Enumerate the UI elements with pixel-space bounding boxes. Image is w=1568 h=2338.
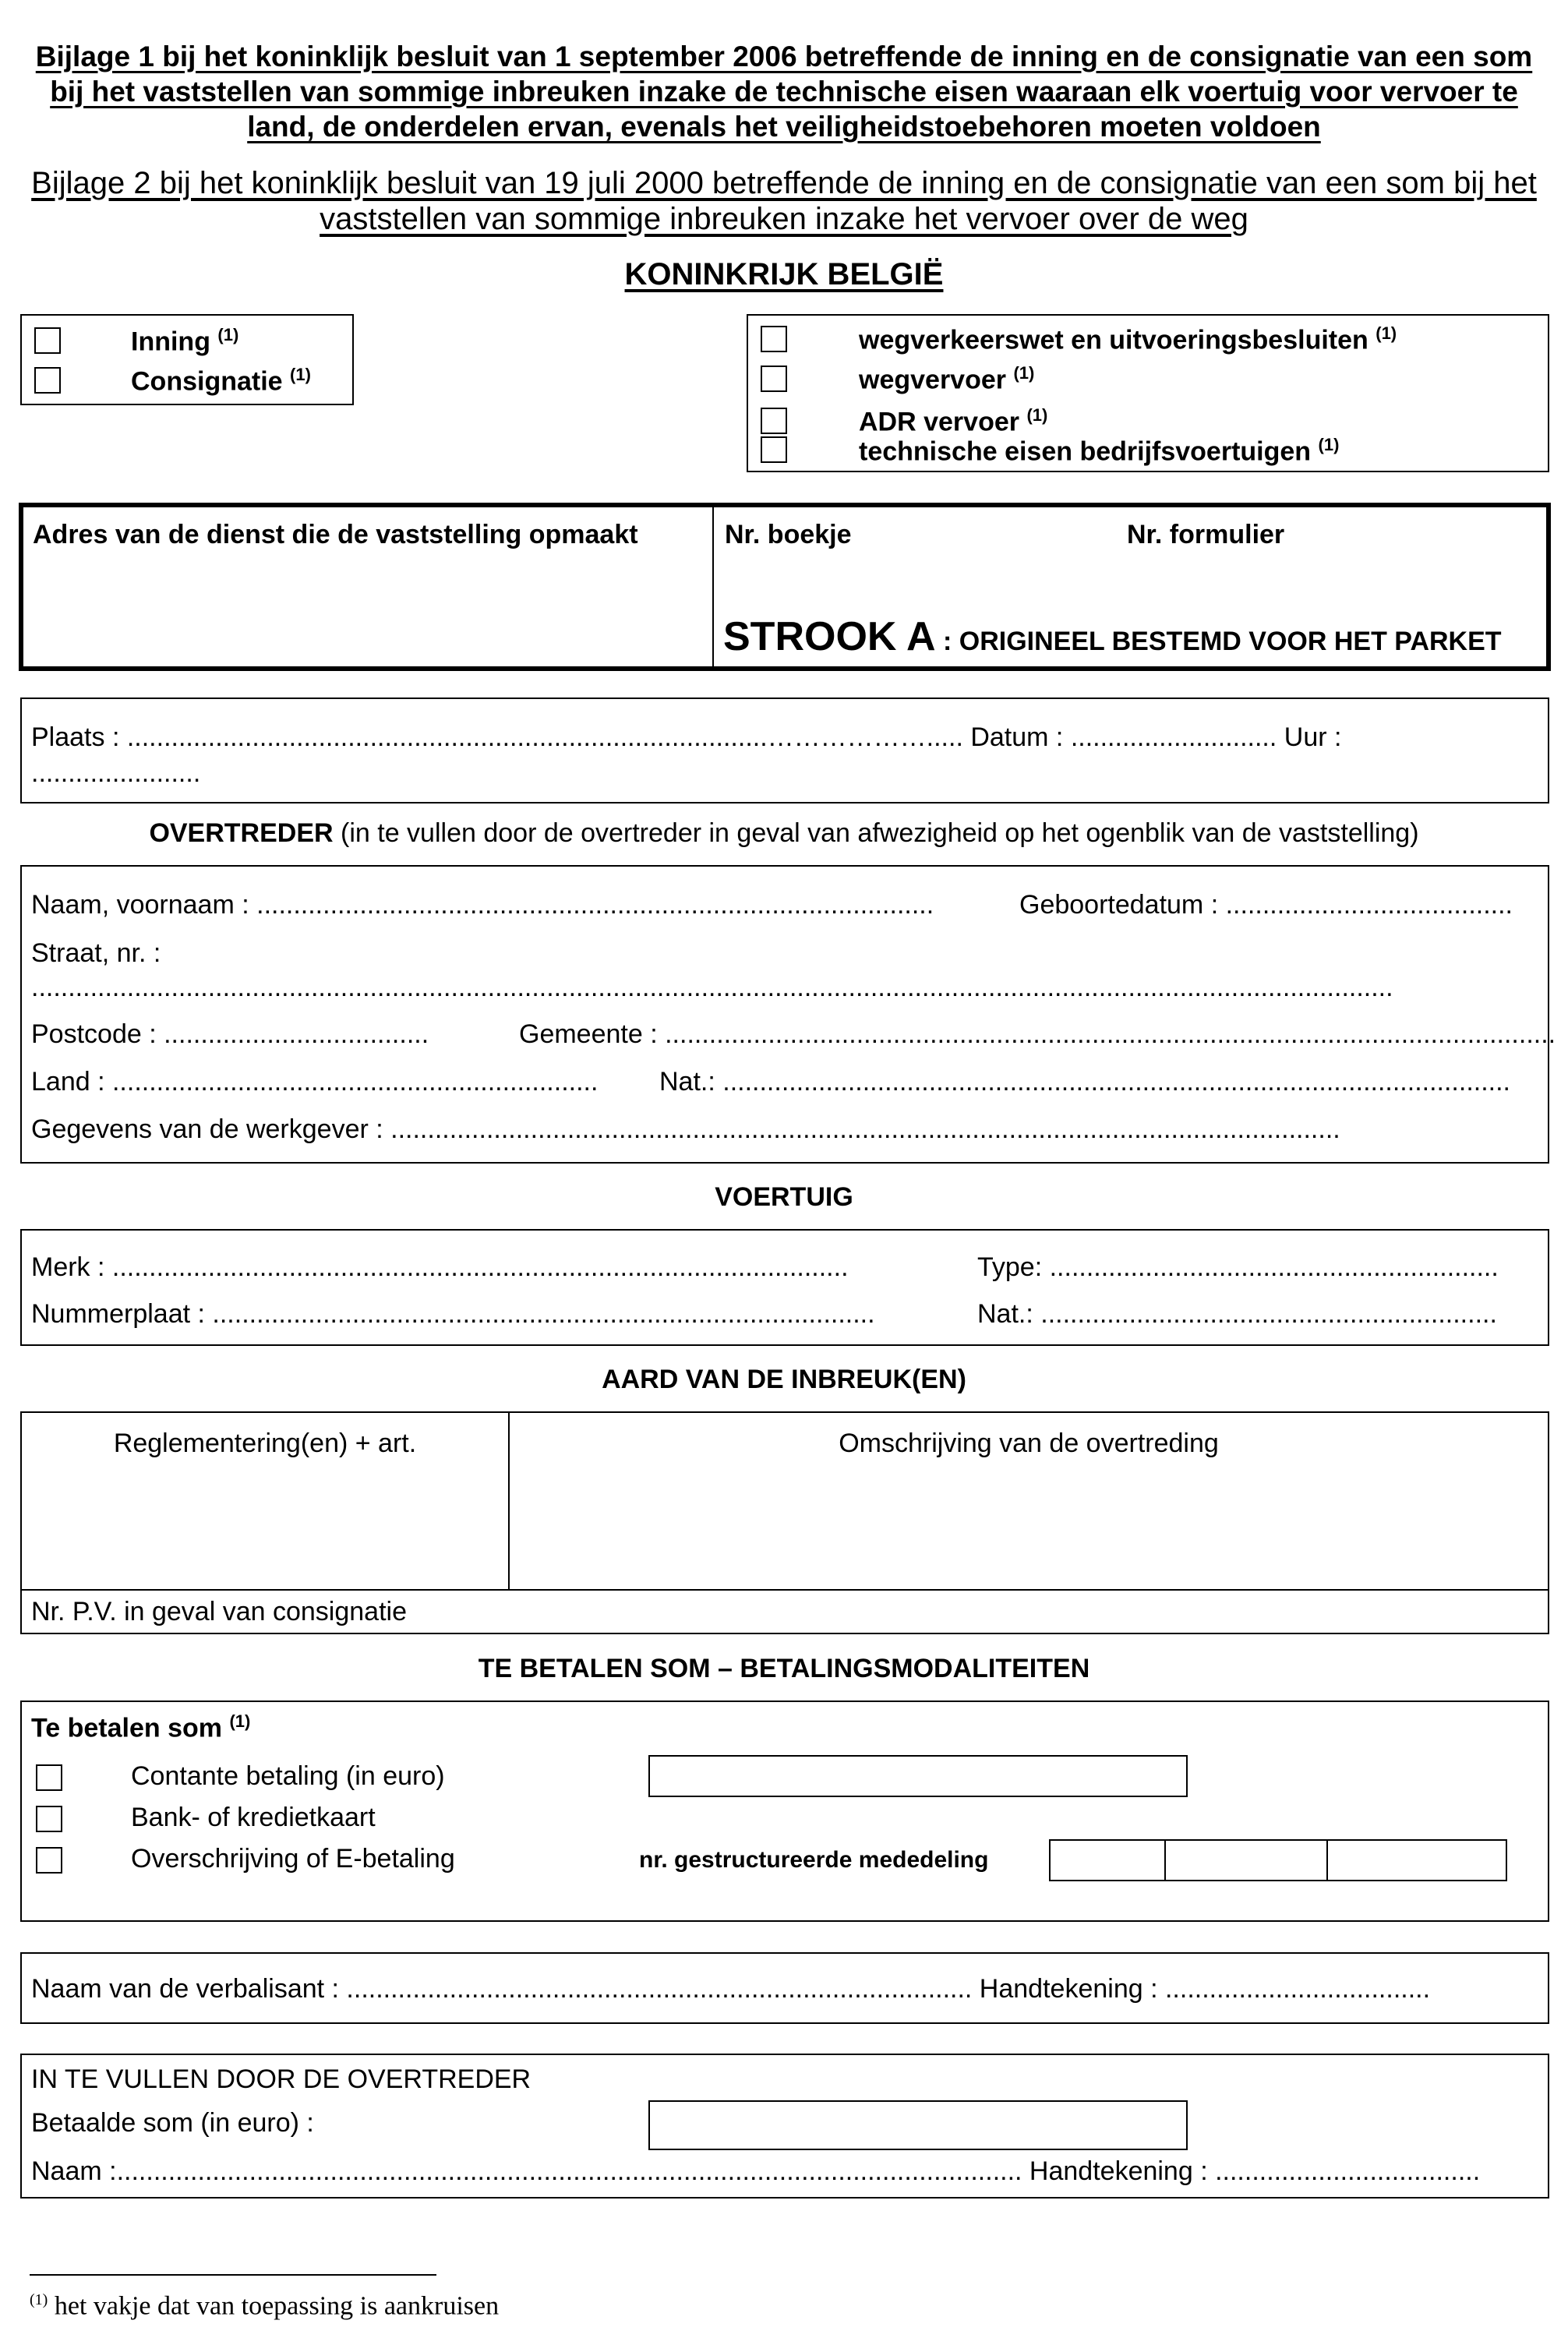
inning-label: Inning $^{(1)}$ — [131, 325, 239, 357]
collection-type-box — [20, 314, 354, 405]
address-label: Adres van de dienst die de vaststelling opmaakt — [33, 520, 638, 549]
footnote — [30, 2291, 499, 2321]
footnote-rule — [30, 2274, 436, 2276]
place-date-box — [20, 698, 1549, 803]
vehicle-brand-field[interactable]: Merk : .................................................................................................... — [31, 1252, 849, 1282]
adr-label: ADR vervoer $^{(1)}$ — [859, 405, 1048, 437]
offender-municipality-field[interactable]: Gemeente : ......................................................................................................................... — [519, 1019, 1556, 1049]
wegvervoer-checkbox[interactable] — [761, 366, 787, 392]
regulation-column-header: Reglementering(en) + art. — [113, 1429, 417, 1458]
officer-box — [20, 1952, 1549, 2024]
description-column-header: Omschrijving van de overtreding — [839, 1429, 1219, 1458]
consignatie-label: Consignatie $^{(1)}$ — [131, 365, 311, 397]
vehicle-box — [20, 1229, 1549, 1346]
structured-message-part-2[interactable] — [1164, 1839, 1328, 1881]
cash-payment-label: Contante betaling (in euro) — [131, 1761, 445, 1791]
adr-checkbox[interactable] — [761, 408, 787, 434]
consignatie-checkbox[interactable] — [34, 367, 61, 394]
formulier-label: Nr. formulier — [1127, 520, 1285, 549]
offender-street-label: Straat, nr. : — [31, 938, 161, 968]
legislation-box — [747, 314, 1549, 472]
pv-number-field[interactable]: Nr. P.V. in geval van consignatie — [31, 1597, 407, 1626]
officer-name-signature-line[interactable]: Naam van de verbalisant : ..................................................................................... Handtekening : .................................... — [31, 1974, 1431, 2004]
infringement-section-title: AARD VAN DE INBREUK(EN) — [602, 1365, 966, 1394]
infringement-box — [20, 1411, 1549, 1634]
vehicle-nationality-field[interactable]: Nat.: .............................................................. — [977, 1299, 1497, 1329]
offender-street-field[interactable]: ......................................................................................................................................................................................... — [31, 973, 1393, 1002]
offender-name-signature-line[interactable]: Naam :........................................................................................................................... Handtekening : .................................... — [31, 2156, 1481, 2186]
payment-box — [20, 1701, 1549, 1922]
offender-fill-title: IN TE VULLEN DOOR DE OVERTREDER — [31, 2064, 531, 2094]
boekje-label: Nr. boekje — [725, 520, 852, 549]
offender-name-field[interactable]: Naam, voornaam : ............................................................................................ — [31, 890, 934, 920]
structured-message-part-3[interactable] — [1326, 1839, 1507, 1881]
footnote-text: het vakje dat van toepassing is aankruisen — [54, 2291, 500, 2321]
footnote-mark: (1) — [30, 2291, 48, 2308]
place-date-time-line[interactable]: Plaats : .......................................................................................………………..... Datum : ............................ Uur : — [31, 722, 1342, 752]
cash-amount-input[interactable] — [648, 1755, 1188, 1797]
bijlage-1-heading: Bijlage 1 bij het koninklijk besluit van 1 september 2006 betreffende de inning en de consignatie van een som bij het vaststellen van sommige inbreuken inzake de technische eisen waaraan elk voertuig voor vervoer te land, de onderdelen ervan, evenals het veiligheidstoebehoren moeten voldoen — [35, 41, 1533, 143]
vehicle-section-title: VOERTUIG — [715, 1182, 853, 1212]
technische-eisen-label: technische eisen bedrijfsvoertuigen $^{(1)}$ — [859, 435, 1340, 467]
offender-box — [20, 865, 1556, 1164]
structured-message-label: nr. gestructureerde mededeling — [639, 1847, 989, 1873]
offender-country-field[interactable]: Land : .................................................................. — [31, 1067, 599, 1097]
card-payment-label: Bank- of kredietkaart — [131, 1803, 376, 1832]
offender-postcode-field[interactable]: Postcode : .................................... — [31, 1019, 429, 1049]
strook-label: STROOK A : ORIGINEEL BESTEMD VOOR HET PARKET — [723, 614, 1502, 659]
transfer-payment-checkbox[interactable] — [36, 1847, 62, 1874]
vehicle-plate-field[interactable]: Nummerplaat : .......................................................................................... — [31, 1299, 875, 1329]
infringement-row-divider — [22, 1589, 1548, 1591]
address-divider — [712, 507, 714, 666]
structured-message-part-1[interactable] — [1049, 1839, 1166, 1881]
bijlage-2-heading: Bijlage 2 bij het koninklijk besluit van 19 juli 2000 betreffende de inning en de consignatie van een som bij het vaststellen van sommige inbreuken inzake het vervoer over de weg — [31, 166, 1537, 236]
wegvervoer-label: wegvervoer $^{(1)}$ — [859, 363, 1035, 395]
country-title: KONINKRIJK BELGIË — [624, 257, 944, 291]
card-payment-checkbox[interactable] — [36, 1806, 62, 1832]
offender-birthdate-field[interactable]: Geboortedatum : ....................................... — [1019, 890, 1513, 920]
paid-amount-label: Betaalde som (in euro) : — [31, 2108, 314, 2138]
cash-payment-checkbox[interactable] — [36, 1764, 62, 1791]
wegverkeerswet-checkbox[interactable] — [761, 326, 787, 352]
wegverkeerswet-label: wegverkeerswet en uitvoeringsbesluiten $^{(1)}$ — [859, 323, 1397, 355]
transfer-payment-label: Overschrijving of E-betaling — [131, 1844, 455, 1874]
technische-eisen-checkbox[interactable] — [761, 436, 787, 463]
inning-checkbox[interactable] — [34, 327, 61, 354]
offender-nationality-field[interactable]: Nat.: ........................................................................................................... — [659, 1067, 1511, 1097]
offender-employer-field[interactable]: Gegevens van de werkgever : ................................................................................................................................. — [31, 1114, 1340, 1144]
time-continuation-line[interactable]: ....................... — [31, 758, 201, 788]
amount-due-label: Te betalen som $^{(1)}$ — [31, 1711, 251, 1743]
payment-section-title: TE BETALEN SOM – BETALINGSMODALITEITEN — [478, 1654, 1090, 1683]
paid-amount-input[interactable] — [648, 2100, 1188, 2150]
vehicle-type-field[interactable]: Type: ............................................................. — [977, 1252, 1499, 1282]
service-address-box — [19, 503, 1551, 671]
offender-payment-box — [20, 2054, 1549, 2198]
offender-section-title: OVERTREDER (in te vullen door de overtreder in geval van afwezigheid op het ogenblik van de vaststelling) — [149, 818, 1419, 848]
